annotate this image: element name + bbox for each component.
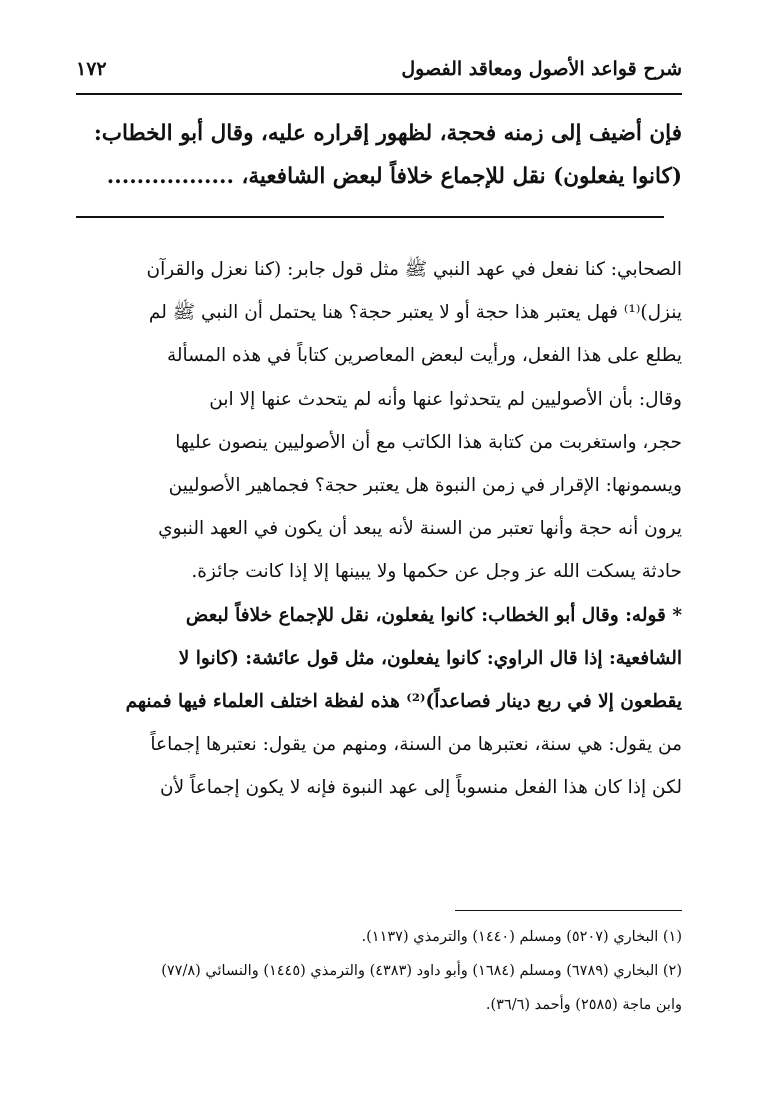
commentary-line: الصحابي: كنا نفعل في عهد النبي ﷺ مثل قول جابر: (كنا نعزل والقرآن	[146, 259, 682, 280]
commentary-line: حجر، واستغربت من كتابة هذا الكاتب مع أن الأصوليين ينصون عليها	[175, 431, 682, 453]
commentary-line: ويسمونها: الإقرار في زمن النبوة هل يعتبر حجة؟ فجماهير الأصوليين	[168, 475, 682, 497]
commentary-text	[76, 248, 682, 810]
footnotes	[76, 920, 682, 1022]
commentary-line-bold: يقطعون إلا في ربع دينار فصاعداً)⁽²⁾ هذه لفظة اختلف العلماء فيها فمنهم	[125, 691, 682, 713]
commentary-line: حادثة يسكت الله عز وجل عن حكمها ولا يبينها إلا إذا كانت جائزة.	[191, 561, 682, 583]
matn-line: (كانوا يفعلون) نقل للإجماع خلافاً لبعض الشافعية، .................	[106, 164, 682, 189]
commentary-line: يطلع على هذا الفعل، ورأيت لبعض المعاصرين كتاباً في هذه المسألة	[166, 345, 682, 367]
running-title: شرح قواعد الأصول ومعاقد الفصول	[401, 58, 682, 80]
page-number: ١٧٢	[76, 58, 107, 80]
commentary-line: ينزل)⁽¹⁾ فهل يعتبر هذا حجة أو لا يعتبر حجة؟ هنا يحتمل أن النبي ﷺ لم	[148, 302, 682, 324]
matn-divider	[76, 216, 664, 218]
matn-line: فإن أضيف إلى زمنه فحجة، لظهور إقراره عليه، وقال أبو الخطاب:	[93, 121, 682, 146]
commentary-line: يرون أنه حجة وأنها تعتبر من السنة لأنه يبعد أن يكون في العهد النبوي	[158, 518, 682, 540]
footnote-rule	[455, 910, 682, 911]
commentary-line: لكن إذا كان هذا الفعل منسوباً إلى عهد النبوة فإنه لا يكون إجماعاً لأن	[160, 777, 682, 799]
commentary-line-bold: * قوله: وقال أبو الخطاب: كانوا يفعلون، نقل للإجماع خلافاً لبعض	[185, 604, 682, 626]
commentary-line-bold: الشافعية: إذا قال الراوي: كانوا يفعلون، مثل قول عائشة: (كانوا لا	[178, 647, 682, 669]
header-rule	[76, 93, 682, 95]
footnote: (٢) البخاري (٦٧٨٩) ومسلم (١٦٨٤) وأبو داود (٤٣٨٣) والترمذي (١٤٤٥) والنسائي (٧٧/٨)	[161, 963, 682, 979]
commentary-line: وقال: بأن الأصوليين لم يتحدثوا عنها وأنه لم يتحدث عنها إلا ابن	[209, 388, 682, 410]
commentary-line: من يقول: هي سنة، نعتبرها من السنة، ومنهم من يقول: نعتبرها إجماعاً	[150, 734, 682, 756]
footnote: وابن ماجة (٢٥٨٥) وأحمد (٣٦/٦).	[485, 997, 682, 1013]
footnote: (١) البخاري (٥٢٠٧) ومسلم (١٤٤٠) والترمذي (١١٣٧).	[361, 929, 682, 945]
page-header	[76, 58, 682, 88]
matn-text	[76, 112, 682, 198]
